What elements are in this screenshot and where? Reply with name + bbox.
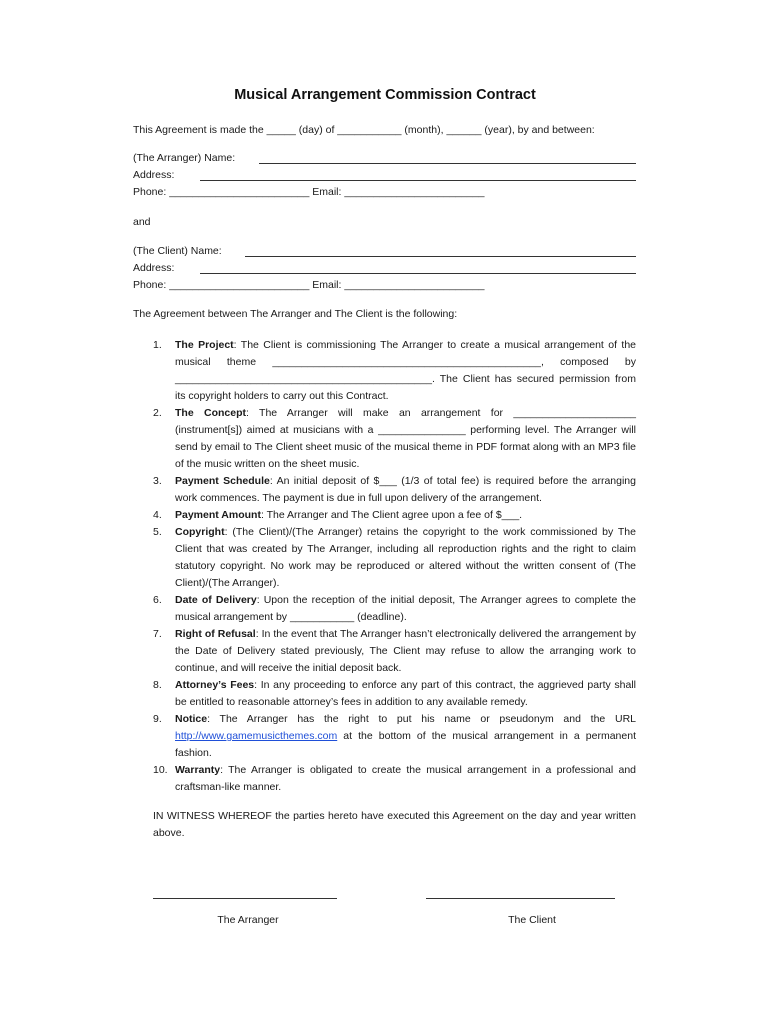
term-item — [133, 507, 636, 524]
term-heading: Date of Delivery — [175, 594, 257, 606]
document-title: Musical Arrangement Commission Contract — [234, 87, 536, 103]
term-number: 4. — [153, 509, 162, 521]
term-heading: Attorney’s Fees — [175, 679, 255, 691]
client-address-blank[interactable] — [200, 263, 636, 274]
term-item — [133, 473, 636, 507]
client-name-blank[interactable] — [245, 246, 636, 257]
term-text: : In the event that The Arranger hasn’t electronically delivered the arrangement by the Date of Delivery stated previously, The Client may refuse to allow the arranging work to continue, and will receive the initial deposit back. — [175, 628, 636, 674]
term-number: 9. — [153, 713, 162, 725]
agreement-intro: The Agreement between The Arranger and The Client is the following: — [133, 308, 458, 320]
term-item — [133, 626, 636, 677]
term-heading: The Project — [175, 339, 234, 351]
arranger-address-blank[interactable] — [200, 170, 636, 181]
term-heading: Right of Refusal — [175, 628, 256, 640]
term-text: : The Arranger and The Client agree upon a fee of $___. — [260, 509, 523, 521]
term-heading: Payment Amount — [175, 509, 261, 521]
term-text: : The Arranger will make an arrangement for _____________________ (instrument[s]) aimed at musicians with a _______________ performing level. The Arranger will send by email to The Client sheet music of the musical theme in PDF format along with an MP3 file of the music written on the sheet music. — [175, 407, 636, 470]
terms-list — [133, 337, 636, 796]
term-text: : The Arranger is obligated to create the musical arrangement in a professional and craftsman-like manner. — [175, 764, 636, 793]
client-name-label: (The Client) Name: — [133, 245, 222, 257]
term-text: : An initial deposit of $___ (1/3 of total fee) is required before the arranging work commences. The payment is due in full upon delivery of the arrangement. — [175, 475, 636, 504]
arranger-address-label: Address: — [133, 169, 175, 181]
term-text: : The Arranger has the right to put his name or pseudonym and the URL — [207, 713, 636, 725]
term-text: : The Client is commissioning The Arranger to create a musical arrangement of the musical theme ______________________________________________, composed by ____________________________________________. The Client has secured permission from its copyright holders to carry out this Contract. — [175, 339, 636, 402]
witness-clause: IN WITNESS WHEREOF the parties hereto have executed this Agreement on the day and year written above. — [153, 810, 636, 839]
term-text-after: at the bottom of the musical arrangement in a permanent fashion. — [175, 730, 636, 759]
term-number: 7. — [153, 628, 162, 640]
term-number: 6. — [153, 594, 162, 606]
arranger-name-blank[interactable] — [259, 153, 636, 164]
term-heading: Payment Schedule — [175, 475, 270, 487]
term-text: : In any proceeding to enforce any part of this contract, the aggrieved party shall be entitled to reasonable attorney’s fees in addition to any available remedy. — [175, 679, 637, 708]
term-item — [133, 405, 636, 473]
and-text: and — [133, 216, 151, 228]
term-heading: Warranty — [175, 764, 221, 776]
client-phone-email: Phone: ________________________ Email: ________________________ — [133, 279, 485, 291]
term-number: 1. — [153, 339, 162, 351]
term-text: : (The Client)/(The Arranger) retains the copyright to the work commissioned by The Client that was created by The Arranger, including all reproduction rights and the right to claim statutory copyright. No work may be reproduced or altered without the written consent of (The Client)/(The Arranger). — [175, 526, 636, 589]
arranger-signature-label: The Arranger — [217, 914, 279, 926]
term-heading: Copyright — [175, 526, 225, 538]
term-text: : Upon the reception of the initial deposit, The Arranger agrees to complete the musical arrangement by ___________ (deadline). — [175, 594, 636, 623]
client-signature-line[interactable] — [426, 898, 615, 899]
term-heading: Notice — [175, 713, 208, 725]
arranger-signature-line[interactable] — [153, 898, 337, 899]
client-address-label: Address: — [133, 262, 175, 274]
term-item — [133, 592, 636, 626]
term-number: 2. — [153, 407, 162, 419]
term-heading: The Concept — [175, 407, 246, 419]
client-signature-label: The Client — [508, 914, 556, 926]
website-link[interactable]: http://www.gamemusicthemes.com — [175, 730, 338, 742]
term-item — [133, 337, 636, 405]
intro-line: This Agreement is made the _____ (day) of ___________ (month), ______ (year), by and between: — [133, 124, 595, 136]
arranger-phone-email: Phone: ________________________ Email: ________________________ — [133, 186, 485, 198]
term-number: 3. — [153, 475, 162, 487]
term-number: 10. — [153, 764, 168, 776]
term-item — [133, 524, 636, 592]
arranger-name-row — [133, 152, 636, 165]
term-item — [133, 711, 636, 762]
arranger-name-label: (The Arranger) Name: — [133, 152, 236, 164]
term-number: 5. — [153, 526, 162, 538]
term-item — [133, 762, 636, 796]
client-address-row — [133, 262, 636, 275]
term-item — [133, 677, 636, 711]
arranger-address-row — [133, 169, 636, 182]
term-number: 8. — [153, 679, 162, 691]
client-name-row — [133, 245, 636, 258]
